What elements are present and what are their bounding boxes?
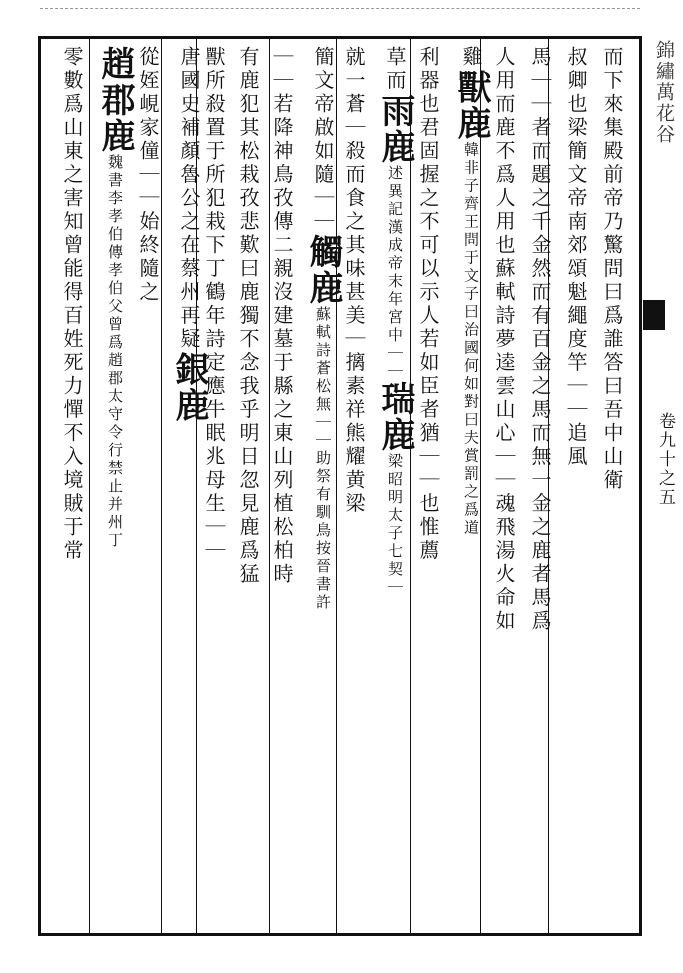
column-text: 梁昭明太子七契｜ <box>386 453 404 597</box>
column-text: 孜傳二親沒建墓于縣之東山列植松柏時 <box>270 187 294 587</box>
entry-heading: 雨鹿 <box>375 93 415 165</box>
column-text: 就 <box>342 46 366 70</box>
column-text: 蘇軾詩蒼松無｜｜助祭有馴鳥按晉書許 <box>314 306 332 612</box>
column-text: 零數爲山東之害知曾能得百姓死力憚不入境賊于常 <box>60 46 84 563</box>
column-text: 人用而鹿不爲人用也蘇軾詩夢逵雲山心｜｜魂飛湯火命如 <box>492 46 516 634</box>
column-text: 魏書李孝伯傳孝伯父曾爲趙郡太守令行禁止并州丁 <box>106 154 124 550</box>
entry-heading: 觸鹿 <box>303 234 343 306</box>
entry-heading: 趙郡鹿 <box>95 46 135 154</box>
entry-heading: 銀鹿 <box>169 351 209 424</box>
text-column <box>138 46 158 928</box>
entry-heading: 獸鹿 <box>451 69 491 142</box>
text-column <box>272 46 292 928</box>
column-text: ｜｜若降神鳥 <box>270 46 294 187</box>
text-column <box>530 46 550 928</box>
column-text: 一蒼｜殺而食之其味甚美 <box>342 69 366 328</box>
column-text: 唐國史補顏魯公之在蔡州再 <box>177 46 201 328</box>
column-text: 利器也君固握之不可以示人若如臣者猶｜｜也惟薦 <box>416 46 440 563</box>
text-column <box>494 46 514 928</box>
text-column <box>451 46 491 928</box>
column-text: 韓非子齊王問于文子曰治國何如對曰夫賞罰之爲道 <box>462 141 480 538</box>
column-text: 草而 <box>383 46 407 93</box>
column-text: 有鹿犯其松栽孜悲歎曰鹿獨不念我乎明日忽見鹿爲猛 <box>236 46 260 587</box>
volume-label: 卷九十之五 <box>655 412 675 507</box>
column-text: 從姪峴家僮｜｜始終隨之 <box>136 46 160 305</box>
column-text: ｜摛素祥熊耀黄梁 <box>342 328 366 516</box>
page-top-edge <box>40 8 640 9</box>
text-column <box>344 46 364 928</box>
column-text: 述異記漢成帝末年宮中｜｜ <box>386 165 404 381</box>
text-column <box>303 46 343 928</box>
entry-heading: 瑞鹿 <box>375 381 415 453</box>
column-rule <box>161 39 162 933</box>
book-title: 錦繡萬花谷 <box>653 40 675 145</box>
column-text: 而下來集殿前帝乃驚問曰爲誰答曰吾中山衛 <box>600 46 624 493</box>
column-text: 馬｜｜者而題之千金然而有百金之馬而無一金之鹿者馬爲 <box>528 46 552 634</box>
text-column <box>238 46 258 928</box>
column-text: 疑 <box>177 328 201 352</box>
text-column <box>169 46 209 928</box>
text-column <box>602 46 622 928</box>
text-column <box>418 46 438 928</box>
column-text: 雞 <box>459 46 483 70</box>
column-text: 簡文帝啟如隨｜｜ <box>311 46 335 234</box>
text-column <box>95 46 135 928</box>
fishtail-mark <box>643 300 665 330</box>
column-rule <box>89 39 90 933</box>
column-text: 獸所殺置于所犯栽下丁鶴年詩定應牛眠兆母生｜｜ <box>202 46 226 563</box>
text-column <box>204 46 224 928</box>
text-column <box>62 46 82 928</box>
text-column <box>375 46 415 928</box>
text-column <box>566 46 586 928</box>
column-text: 叔卿也梁簡文帝南郊頌魁繩度竿｜｜追風 <box>564 46 588 469</box>
